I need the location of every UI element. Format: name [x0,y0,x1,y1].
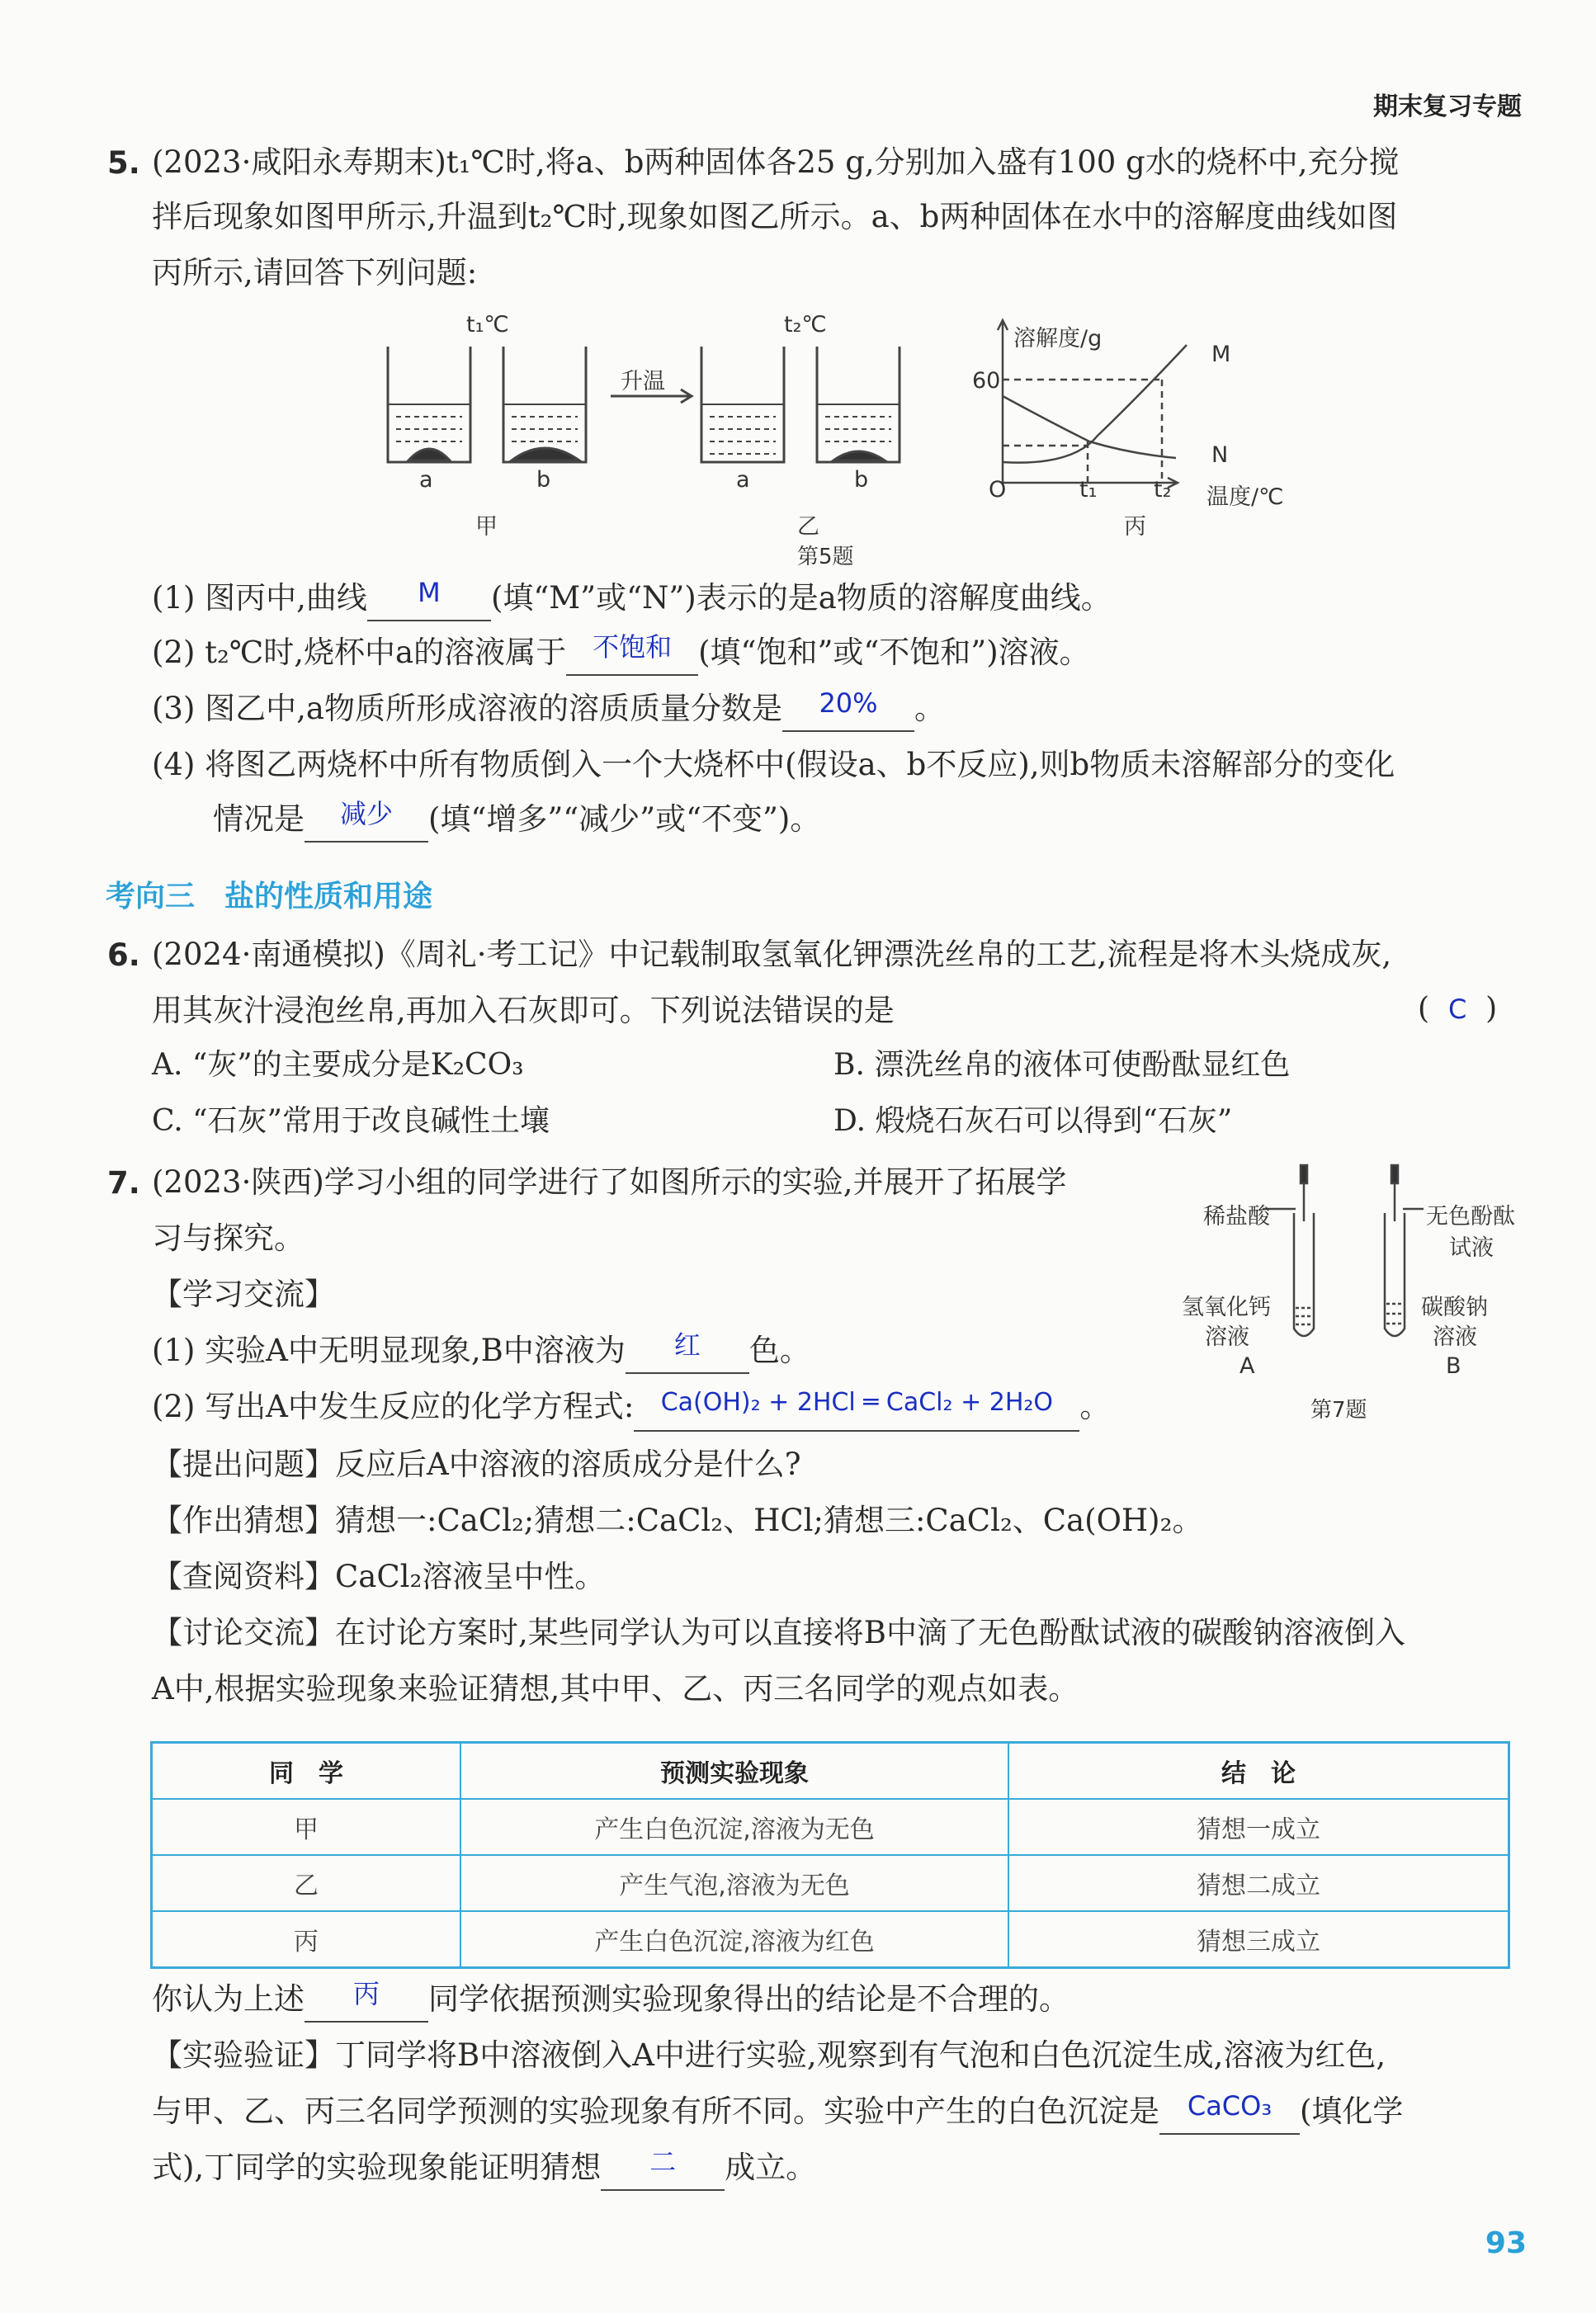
q6-option-a: A. “灰”的主要成分是K₂CO₃ [152,1048,524,1082]
label-na2co3-solution: 溶液 [1433,1324,1477,1350]
col-prediction: 预测实验现象 [460,1743,1008,1800]
q7-sub1: (1) 实验A中无明显现象,B中溶液为 红 色。 [152,1330,810,1374]
q7-question: 【提出问题】反应后A中溶液的溶质成分是什么? [152,1447,801,1482]
q5-sub1: (1) 图丙中,曲线 M (填“M”或“N”)表示的是a物质的溶解度曲线。 [152,578,1112,621]
label-indicator2: 试液 [1449,1235,1494,1261]
q7-caption: 第7题 [1310,1398,1367,1423]
answer-blank[interactable]: M [367,578,491,621]
label-t2: t₂℃ [784,312,827,338]
answer-blank[interactable]: 丙 [305,1980,428,2023]
table-row: 乙 产生气泡,溶液为无色 猜想二成立 [152,1855,1509,1911]
q7-sub2: (2) 写出A中发生反应的化学方程式: Ca(OH)₂ + 2HCl ═ CaCl₂ + 2H₂O 。 [152,1386,1110,1432]
chart-ylabel: 溶解度/g [1013,326,1103,352]
chart-curve-m-label: M [1211,342,1231,367]
label-yi-a: a [736,467,750,493]
label-yi: 乙 [797,514,819,540]
q6-number: 6. [107,937,140,973]
q5-caption: 第5题 [797,545,854,569]
q7-line2: 习与探究。 [152,1220,305,1256]
q6-line1: (2024·南通模拟)《周礼·考工记》中记载制取氢氧化钾漂洗丝帛的工艺,流程是将木头烧成灰, [152,937,1392,972]
beaker-jia-b [503,347,586,462]
answer-blank[interactable]: CaCO₃ [1159,2092,1300,2135]
label-t1: t₁℃ [466,312,509,338]
chart-y60: 60 [972,368,1001,394]
prediction-table [150,1741,1510,1969]
label-jia-a: a [419,467,433,493]
q5-number: 5. [107,145,140,181]
label-caoh2-solution: 溶液 [1205,1324,1249,1350]
table-row: 丙 产生白色沉淀,溶液为红色 猜想三成立 [152,1911,1509,1968]
q7-hypotheses: 【作出猜想】猜想一:CaCl₂;猜想二:CaCl₂、HCl;猜想三:CaCl₂、Ca(OH)₂。 [152,1503,1203,1538]
beaker-yi-a [701,347,784,462]
q5-line2: 拌后现象如图甲所示,升温到t₂℃时,现象如图乙所示。a、b两种固体在水中的溶解度曲线如图 [152,199,1398,234]
q7-discussion2: A中,根据实验现象来验证猜想,其中甲、乙、丙三名同学的观点如表。 [152,1671,1079,1706]
q5-line3: 丙所示,请回答下列问题: [152,255,478,290]
label-bing: 丙 [1124,514,1146,540]
col-student: 同 学 [152,1743,461,1800]
q6-option-c: C. “石灰”常用于改良碱性土壤 [152,1104,550,1138]
label-acid: 稀盐酸 [1203,1204,1270,1230]
label-jia-b: b [536,467,551,493]
chart-t1-tick: t₁ [1079,477,1098,503]
answer-blank[interactable]: Ca(OH)₂ + 2HCl ═ CaCl₂ + 2H₂O [634,1389,1079,1432]
label-heat: 升温 [621,369,665,394]
q7-figure [1139,1155,1535,1403]
q5-sub2: (2) t₂℃时,烧杯中a的溶液属于 不饱和 (填“饱和”或“不饱和”)溶液。 [152,632,1090,676]
answer-blank[interactable]: 减少 [305,800,428,843]
beaker-yi-b [817,347,900,462]
label-caoh2: 氢氧化钙 [1182,1295,1271,1320]
page-header: 期末复习专题 [1373,92,1522,121]
beaker-jia-a [388,347,470,462]
q6-option-d: D. 煅烧石灰石可以得到“石灰” [833,1104,1233,1138]
label-indicator1: 无色酚酞 [1426,1204,1515,1230]
label-na2co3: 碳酸钠 [1421,1295,1488,1320]
q7-line1: (2023·陕西)学习小组的同学进行了如图所示的实验,并展开了拓展学 [152,1164,1067,1200]
q6-option-b: B. 漂洗丝帛的液体可使酚酞显红色 [833,1048,1291,1082]
q5-sub4-line1: (4) 将图乙两烧杯中所有物质倒入一个大烧杯中(假设a、b不反应),则b物质未溶解部分的变化 [152,747,1395,782]
label-jia: 甲 [475,514,498,540]
chart-t2-tick: t₂ [1154,477,1172,503]
chart-xlabel: 温度/℃ [1206,484,1284,510]
page-number: 93 [1485,2226,1527,2260]
q5-figure [363,305,1312,569]
answer-blank[interactable]: 20% [782,689,914,732]
q7-heading-study: 【学习交流】 [152,1277,335,1312]
curve-n [1003,396,1176,458]
q5-sub3: (3) 图乙中,a物质所形成溶液的溶质质量分数是 20% 。 [152,688,945,732]
q5-sub4-line2: 情况是 减少 (填“增多”“减少”或“不变”)。 [213,799,820,843]
q7-discussion1: 【讨论交流】在讨论方案时,某些同学认为可以直接将B中滴了无色酚酞试液的碳酸钠溶液倒入 [152,1615,1405,1650]
q7-verify2: 与甲、乙、丙三名同学预测的实验现象有所不同。实验中产生的白色沉淀是 CaCO₃ (填化学 [152,2091,1403,2135]
chart-origin: O [989,477,1007,503]
q7-verify3: 式),丁同学的实验现象能证明猜想 二 成立。 [152,2147,816,2191]
label-yi-b: b [854,467,869,493]
q6-line2: 用其灰汁浸泡丝帛,再加入石灰即可。下列说法错误的是 [152,993,895,1028]
chart-curve-n-label: N [1211,442,1229,468]
col-conclusion: 结 论 [1008,1743,1509,1800]
q7-verify1: 【实验验证】丁同学将B中溶液倒入A中进行实验,观察到有气泡和白色沉淀生成,溶液为红色, [152,2037,1386,2073]
answer-blank[interactable]: 二 [601,2148,725,2191]
label-tube-b: B [1446,1353,1461,1379]
q7-number: 7. [107,1165,140,1201]
section-title: 考向三 盐的性质和用途 [106,880,433,913]
answer-blank[interactable]: 红 [626,1331,749,1374]
q7-reference: 【查阅资料】CaCl₂溶液呈中性。 [152,1559,606,1594]
q5-line1: (2023·咸阳永寿期末)t₁℃时,将a、b两种固体各25 g,分别加入盛有100 g水的烧杯中,充分搅 [152,144,1400,180]
table-header-row [152,1743,1509,1800]
q7-after-table: 你认为上述 丙 同学依据预测实验现象得出的结论是不合理的。 [152,1979,1070,2023]
q6-answer-paren: ( C ) [1418,992,1498,1026]
label-tube-a: A [1239,1353,1255,1379]
answer-choice[interactable]: C [1447,994,1467,1025]
table-row: 甲 产生白色沉淀,溶液为无色 猜想一成立 [152,1799,1509,1855]
tube-b [1385,1165,1424,1336]
answer-blank[interactable]: 不饱和 [566,633,698,676]
